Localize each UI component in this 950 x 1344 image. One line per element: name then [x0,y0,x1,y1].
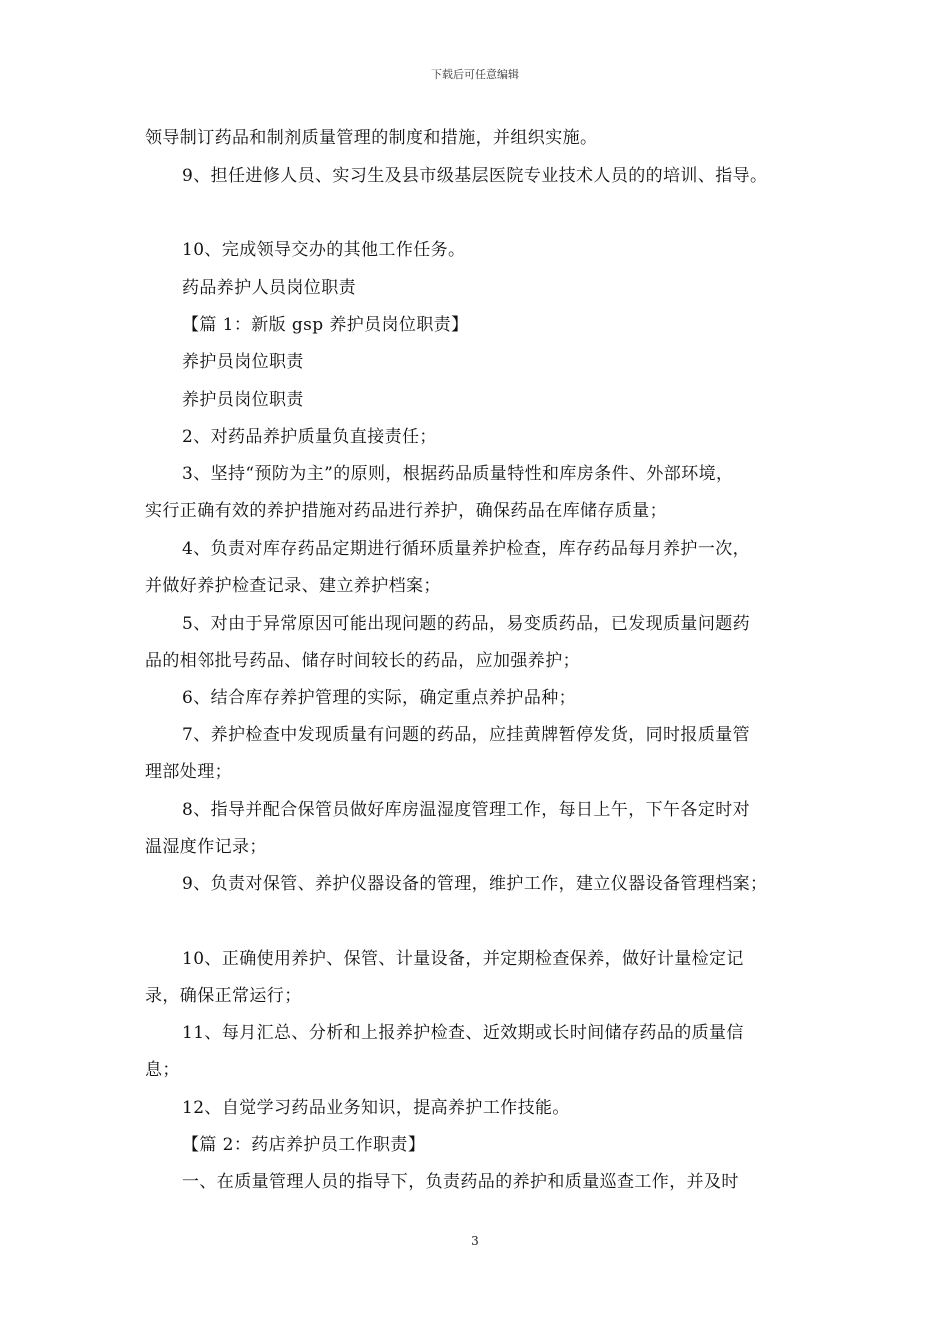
paragraph-line: 7、养护检查中发现质量有问题的药品，应挂黄牌暂停发货，同时报质量管 [182,725,751,745]
paragraph-line: 品的相邻批号药品、储存时间较长的药品，应加强养护； [145,651,580,671]
paragraph-line: 6、结合库存养护管理的实际，确定重点养护品种； [182,688,577,708]
section-heading: 【篇 2：药店养护员工作职责】 [182,1135,426,1155]
paragraph-line: 8、指导并配合保管员做好库房温湿度管理工作，每日上午，下午各定时对 [182,800,751,820]
paragraph-line: 理部处理； [145,762,232,782]
paragraph-line: 息； [145,1060,180,1080]
section-heading: 养护员岗位职责 [182,352,304,372]
paragraph-line: 实行正确有效的养护措施对药品进行养护，确保药品在库储存质量； [145,501,667,521]
paragraph-line: 9、担任进修人员、实习生及县市级基层医院专业技术人员的的培训、指导。 [182,166,768,186]
section-heading: 【篇 1：新版 gsp 养护员岗位职责】 [182,315,469,335]
page-header: 下载后可任意编辑 [431,68,519,81]
paragraph-line: 并做好养护检查记录、建立养护档案； [145,576,441,596]
section-heading: 养护员岗位职责 [182,390,304,410]
paragraph-line: 领导制订药品和制剂质量管理的制度和措施，并组织实施。 [145,128,598,148]
paragraph-line: 2、对药品养护质量负直接责任； [182,427,437,447]
paragraph-line: 11、每月汇总、分析和上报养护检查、近效期或长时间储存药品的质量信 [182,1023,744,1043]
paragraph-line: 一、在质量管理人员的指导下，负责药品的养护和质量巡查工作，并及时 [182,1172,739,1192]
paragraph-line: 10、正确使用养护、保管、计量设备，并定期检查保养，做好计量检定记 [182,949,744,969]
paragraph-line: 10、完成领导交办的其他工作任务。 [182,240,466,260]
paragraph-line: 温湿度作记录； [145,837,267,857]
paragraph-line: 9、负责对保管、养护仪器设备的管理，维护工作，建立仪器设备管理档案； [182,874,768,894]
paragraph-line: 5、对由于异常原因可能出现问题的药品，易变质药品，已发现质量问题药 [182,614,751,634]
paragraph-line: 录，确保正常运行； [145,986,302,1006]
paragraph-line: 3、坚持“预防为主”的原则，根据药品质量特性和库房条件、外部环境， [182,464,734,484]
section-heading: 药品养护人员岗位职责 [182,278,356,298]
paragraph-line: 12、自觉学习药品业务知识，提高养护工作技能。 [182,1098,570,1118]
page-number: 3 [471,1234,479,1248]
paragraph-line: 4、负责对库存药品定期进行循环质量养护检查，库存药品每月养护一次， [182,539,751,559]
